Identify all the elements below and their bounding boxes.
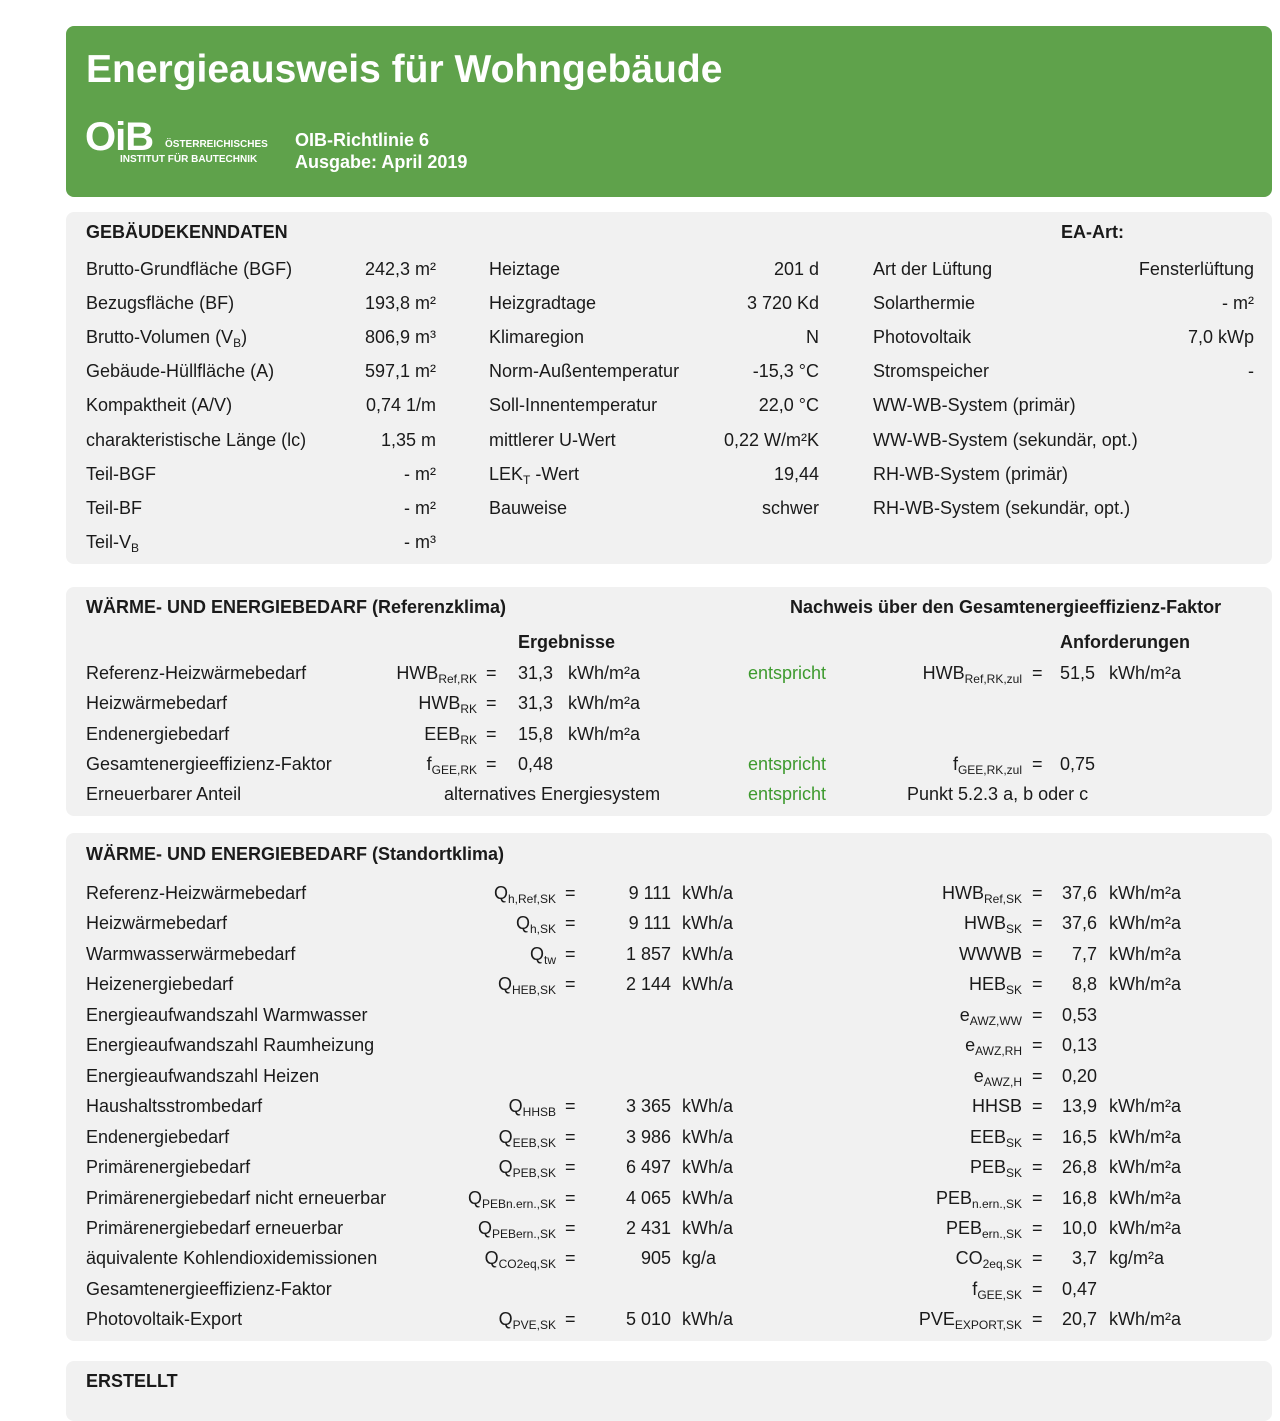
result-symbol: $HWB_{Ref,RK}$ — [396, 663, 477, 686]
field-value: 806,9 m³ — [364, 327, 436, 347]
equals-sign: = — [1032, 663, 1043, 683]
quantity-value: 4 065 — [625, 1188, 671, 1208]
field-value: 19,44 — [773, 464, 819, 484]
quantity-value: 2 144 — [625, 974, 671, 994]
equals-sign: = — [486, 693, 497, 713]
quantity-value: 9 111 — [628, 913, 671, 933]
quantity-value: 905 — [640, 1248, 671, 1268]
specific-symbol: $CO_{2eq,SK}$ — [955, 1248, 1022, 1271]
result-value: 0,48 — [518, 754, 554, 774]
field-label: WW-WB-System (sekundär, opt.) — [873, 430, 1138, 450]
equals-sign: = — [1032, 883, 1043, 903]
result-unit: kWh/m²a — [568, 724, 640, 744]
equals-sign: = — [1032, 1248, 1043, 1268]
specific-symbol: $PVE_{EXPORT,SK}$ — [918, 1309, 1022, 1332]
richtlinie-label: OIB-Richtlinie 6 — [295, 130, 430, 150]
row-label: Referenz-Heizwärmebedarf — [86, 663, 307, 683]
equals-sign: = — [565, 1309, 576, 1329]
field-value: Fensterlüftung — [1138, 259, 1254, 279]
ergebnisse-header: Ergebnisse — [518, 632, 616, 652]
status-text: entspricht — [748, 784, 827, 804]
field-label: Bauweise — [489, 498, 568, 518]
quantity-unit: kWh/a — [682, 883, 734, 903]
equals-sign: = — [1032, 1309, 1043, 1329]
quantity-value: 6 497 — [625, 1157, 671, 1177]
requirement-symbol: $f_{GEE,RK,zul}$ — [952, 754, 1022, 777]
result-value: 31,3 — [518, 693, 554, 713]
specific-value: 0,53 — [1061, 1005, 1097, 1025]
row-label: Energieaufwandszahl Heizen — [86, 1066, 320, 1086]
status-text: entspricht — [748, 754, 827, 774]
quantity-unit: kWh/a — [682, 944, 734, 964]
field-value: 22,0 °C — [758, 395, 819, 415]
row-label: Primärenergiebedarf nicht erneuerbar — [86, 1188, 387, 1208]
referenzklima-section — [66, 587, 1272, 816]
nachweis-label: Nachweis über den Gesamtenergieeffizienz-Faktor — [790, 597, 1222, 617]
field-label: Klimaregion — [489, 327, 585, 347]
specific-unit: kWh/m²a — [1109, 974, 1181, 994]
quantity-symbol: $Q_{PEBern.,SK}$ — [477, 1218, 556, 1241]
equals-sign: = — [1032, 1157, 1043, 1177]
field-label: Heizgradtage — [489, 293, 597, 313]
row-value: alternatives Energiesystem — [444, 784, 661, 804]
oib-logo-line2: INSTITUT FÜR BAUTECHNIK — [120, 154, 258, 165]
specific-unit: kg/m²a — [1109, 1248, 1165, 1268]
equals-sign: = — [565, 913, 576, 933]
equals-sign: = — [1032, 913, 1043, 933]
result-symbol: $f_{GEE,RK}$ — [426, 754, 477, 777]
row-label: Photovoltaik-Export — [86, 1309, 243, 1329]
field-label: Teil-BGF — [86, 464, 157, 484]
specific-symbol: $e_{AWZ,WW}$ — [959, 1005, 1022, 1028]
specific-symbol: $HEB_{SK}$ — [968, 974, 1022, 997]
equals-sign: = — [565, 1218, 576, 1238]
quantity-unit: kWh/a — [682, 1218, 734, 1238]
row-label: Erneuerbarer Anteil — [86, 784, 242, 804]
field-value: - m² — [1222, 293, 1254, 313]
result-unit: kWh/m²a — [568, 663, 640, 683]
specific-symbol: $e_{AWZ,H}$ — [973, 1066, 1022, 1089]
quantity-unit: kWh/a — [682, 1157, 734, 1177]
specific-unit: kWh/m²a — [1109, 1218, 1181, 1238]
anforderungen-header: Anforderungen — [1060, 632, 1190, 652]
field-value: 193,8 m² — [364, 293, 436, 313]
field-label: RH-WB-System (primär) — [873, 464, 1068, 484]
specific-symbol: $HWB_{Ref,SK}$ — [941, 883, 1022, 906]
quantity-value: 2 431 — [625, 1218, 671, 1238]
field-value: - — [1248, 361, 1254, 381]
result-symbol: $EEB_{RK}$ — [424, 724, 477, 747]
equals-sign: = — [1032, 974, 1043, 994]
row-label: Primärenergiebedarf erneuerbar — [86, 1218, 344, 1238]
specific-symbol: $e_{AWZ,RH}$ — [965, 1035, 1022, 1058]
quantity-symbol: $Q_{PEBn.ern.,SK}$ — [467, 1188, 556, 1211]
quantity-unit: kWh/a — [682, 1309, 734, 1329]
field-value: 242,3 m² — [364, 259, 436, 279]
specific-value: 37,6 — [1061, 913, 1097, 933]
row-label: Referenz-Heizwärmebedarf — [86, 883, 307, 903]
field-value: -15,3 °C — [752, 361, 819, 381]
quantity-symbol: $Q_{h,Ref,SK}$ — [493, 883, 556, 906]
specific-value: 37,6 — [1061, 883, 1097, 903]
row-label: Heizwärmebedarf — [86, 693, 228, 713]
field-label: Norm-Außentemperatur — [489, 361, 680, 381]
oib-logo-mark: OiB — [85, 115, 154, 159]
field-value: 0,22 W/m²K — [723, 430, 819, 450]
field-label: Teil-$V_B$ — [86, 532, 140, 555]
quantity-symbol: $Q_{tw}$ — [529, 944, 556, 967]
field-value: - m² — [404, 498, 436, 518]
field-label: WW-WB-System (primär) — [873, 395, 1076, 415]
quantity-symbol: $Q_{h,SK}$ — [515, 913, 556, 936]
row-label: Heizwärmebedarf — [86, 913, 228, 933]
field-value: 1,35 m — [380, 430, 436, 450]
oib-logo — [85, 115, 285, 171]
gebaeudekenndaten-section — [66, 212, 1272, 564]
equals-sign: = — [1032, 1218, 1043, 1238]
field-value: schwer — [761, 498, 819, 518]
specific-symbol: $HWB_{SK}$ — [963, 913, 1022, 936]
equals-sign: = — [1032, 1127, 1043, 1147]
row-label: Endenergiebedarf — [86, 1127, 230, 1147]
quantity-value: 3 986 — [625, 1127, 671, 1147]
specific-value: 0,47 — [1061, 1279, 1097, 1299]
field-label: Bezugsfläche (BF) — [86, 293, 235, 313]
row-label: Warmwasserwärmebedarf — [86, 944, 296, 964]
row-label: Energieaufwandszahl Raumheizung — [86, 1035, 375, 1055]
row-label: Gesamtenergieeffizienz-Faktor — [86, 754, 332, 774]
quantity-value: 9 111 — [628, 883, 671, 903]
field-value: - m² — [404, 464, 436, 484]
quantity-unit: kg/a — [682, 1248, 717, 1268]
row-label: äquivalente Kohlendioxidemissionen — [86, 1248, 378, 1268]
field-value: 7,0 kWp — [1187, 327, 1254, 347]
specific-unit: kWh/m²a — [1109, 1157, 1181, 1177]
quantity-value: 3 365 — [625, 1096, 671, 1116]
field-label: charakteristische Länge (lc) — [86, 430, 307, 450]
requirement-value: 51,5 — [1060, 663, 1096, 683]
specific-unit: kWh/m²a — [1109, 1096, 1181, 1116]
result-value: 15,8 — [518, 724, 554, 744]
section-title: GEBÄUDEKENNDATEN — [86, 222, 288, 242]
row-label: Energieaufwandszahl Warmwasser — [86, 1005, 368, 1025]
section-title: ERSTELLT — [86, 1371, 178, 1391]
quantity-unit: kWh/a — [682, 913, 734, 933]
equals-sign: = — [565, 883, 576, 903]
specific-symbol: $EEB_{SK}$ — [969, 1127, 1022, 1150]
equals-sign: = — [1032, 1096, 1043, 1116]
field-label: Teil-BF — [86, 498, 143, 518]
specific-symbol: $PEB_{ern.,SK}$ — [945, 1218, 1022, 1241]
specific-symbol: $f_{GEE,SK}$ — [972, 1279, 1022, 1302]
specific-unit: kWh/m²a — [1109, 1188, 1181, 1208]
specific-value: 16,5 — [1061, 1127, 1097, 1147]
section-title: WÄRME- UND ENERGIEBEDARF (Referenzklima) — [86, 597, 507, 617]
specific-unit: kWh/m²a — [1109, 883, 1181, 903]
field-label: Art der Lüftung — [873, 259, 993, 279]
field-label: mittlerer U-Wert — [489, 430, 616, 450]
field-label: Stromspeicher — [873, 361, 990, 381]
specific-value: 8,8 — [1071, 974, 1097, 994]
field-label: Gebäude-Hüllfläche (A) — [86, 361, 275, 381]
quantity-symbol: $Q_{PEB,SK}$ — [498, 1157, 556, 1180]
requirement-value: 0,75 — [1060, 754, 1096, 774]
quantity-symbol: $Q_{HEB,SK}$ — [497, 974, 556, 997]
specific-value: 0,13 — [1061, 1035, 1097, 1055]
equals-sign: = — [565, 1188, 576, 1208]
equals-sign: = — [565, 944, 576, 964]
field-value: 597,1 m² — [364, 361, 436, 381]
specific-symbol: $PEB_{SK}$ — [969, 1157, 1022, 1180]
specific-symbol: HHSB — [971, 1096, 1022, 1116]
richtlinie-info — [295, 129, 467, 173]
ausgabe-label: Ausgabe: April 2019 — [295, 152, 468, 172]
erstellt-section — [66, 1361, 1272, 1421]
specific-value: 7,7 — [1071, 944, 1097, 964]
quantity-value: 1 857 — [625, 944, 671, 964]
field-label: Solarthermie — [873, 293, 976, 313]
equals-sign: = — [486, 724, 497, 744]
status-text: entspricht — [748, 663, 827, 683]
document-title: Energieausweis für Wohngebäude — [86, 48, 723, 91]
specific-unit: kWh/m²a — [1109, 1309, 1181, 1329]
certificate-header — [66, 26, 1272, 197]
field-value: N — [806, 327, 819, 347]
quantity-symbol: $Q_{EEB,SK}$ — [498, 1127, 556, 1150]
result-symbol: $HWB_{RK}$ — [418, 693, 477, 716]
specific-unit: kWh/m²a — [1109, 944, 1181, 964]
section-title: WÄRME- UND ENERGIEBEDARF (Standortklima) — [86, 844, 505, 864]
field-label: RH-WB-System (sekundär, opt.) — [873, 498, 1131, 518]
row-label: Primärenergiebedarf — [86, 1157, 251, 1177]
specific-value: 26,8 — [1061, 1157, 1097, 1177]
quantity-unit: kWh/a — [682, 1096, 734, 1116]
standortklima-section — [66, 833, 1272, 1341]
equals-sign: = — [486, 754, 497, 774]
specific-symbol: $PEB_{n.ern.,SK}$ — [935, 1188, 1022, 1211]
equals-sign: = — [486, 663, 497, 683]
specific-value: 16,8 — [1061, 1188, 1097, 1208]
field-label: Heiztage — [489, 259, 561, 279]
equals-sign: = — [565, 1127, 576, 1147]
quantity-unit: kWh/a — [682, 1188, 734, 1208]
specific-value: 10,0 — [1061, 1218, 1097, 1238]
specific-value: 20,7 — [1061, 1309, 1097, 1329]
field-label: $LEK_T$ -Wert — [489, 464, 580, 487]
equals-sign: = — [565, 1096, 576, 1116]
quantity-symbol: $Q_{HHSB}$ — [508, 1096, 556, 1119]
specific-unit: kWh/m²a — [1109, 913, 1181, 933]
equals-sign: = — [1032, 1005, 1043, 1025]
requirement-symbol: $HWB_{Ref,RK,zul}$ — [922, 663, 1022, 686]
specific-unit: kWh/m²a — [1109, 1127, 1181, 1147]
specific-value: 3,7 — [1071, 1248, 1097, 1268]
field-label: Photovoltaik — [873, 327, 972, 347]
quantity-symbol: $Q_{CO2eq,SK}$ — [484, 1248, 556, 1271]
quantity-value: 5 010 — [625, 1309, 671, 1329]
field-label: Soll-Innentemperatur — [489, 395, 658, 415]
equals-sign: = — [1032, 1188, 1043, 1208]
field-value: - m³ — [404, 532, 436, 552]
equals-sign: = — [565, 1248, 576, 1268]
field-value: 0,74 1/m — [365, 395, 436, 415]
specific-value: 0,20 — [1061, 1066, 1097, 1086]
equals-sign: = — [1032, 1279, 1043, 1299]
result-unit: kWh/m²a — [568, 693, 640, 713]
equals-sign: = — [1032, 944, 1043, 964]
quantity-unit: kWh/a — [682, 1127, 734, 1147]
ea-art-label: EA-Art: — [1061, 222, 1124, 242]
equals-sign: = — [1032, 754, 1043, 774]
equals-sign: = — [1032, 1035, 1043, 1055]
requirement-unit: kWh/m²a — [1109, 663, 1181, 683]
equals-sign: = — [565, 974, 576, 994]
quantity-unit: kWh/a — [682, 974, 734, 994]
field-label: Brutto-Grundfläche (BGF) — [86, 259, 293, 279]
equals-sign: = — [565, 1157, 576, 1177]
quantity-symbol: $Q_{PVE,SK}$ — [498, 1309, 556, 1332]
row-label: Haushaltsstrombedarf — [86, 1096, 263, 1116]
specific-value: 13,9 — [1061, 1096, 1097, 1116]
field-label: Brutto-Volumen $(V_B)$ — [86, 327, 248, 350]
row-label: Endenergiebedarf — [86, 724, 230, 744]
equals-sign: = — [1032, 1066, 1043, 1086]
specific-symbol: WWWB — [959, 944, 1022, 964]
row-label: Gesamtenergieeffizienz-Faktor — [86, 1279, 332, 1299]
result-value: 31,3 — [518, 663, 554, 683]
field-value: 201 d — [773, 259, 819, 279]
field-value: 3 720 Kd — [746, 293, 819, 313]
requirement-text: Punkt 5.2.3 a, b oder c — [907, 784, 1089, 804]
row-label: Heizenergiebedarf — [86, 974, 234, 994]
oib-logo-line1: ÖSTERREICHISCHES — [165, 139, 268, 150]
field-label: Kompaktheit (A/V) — [86, 395, 233, 415]
